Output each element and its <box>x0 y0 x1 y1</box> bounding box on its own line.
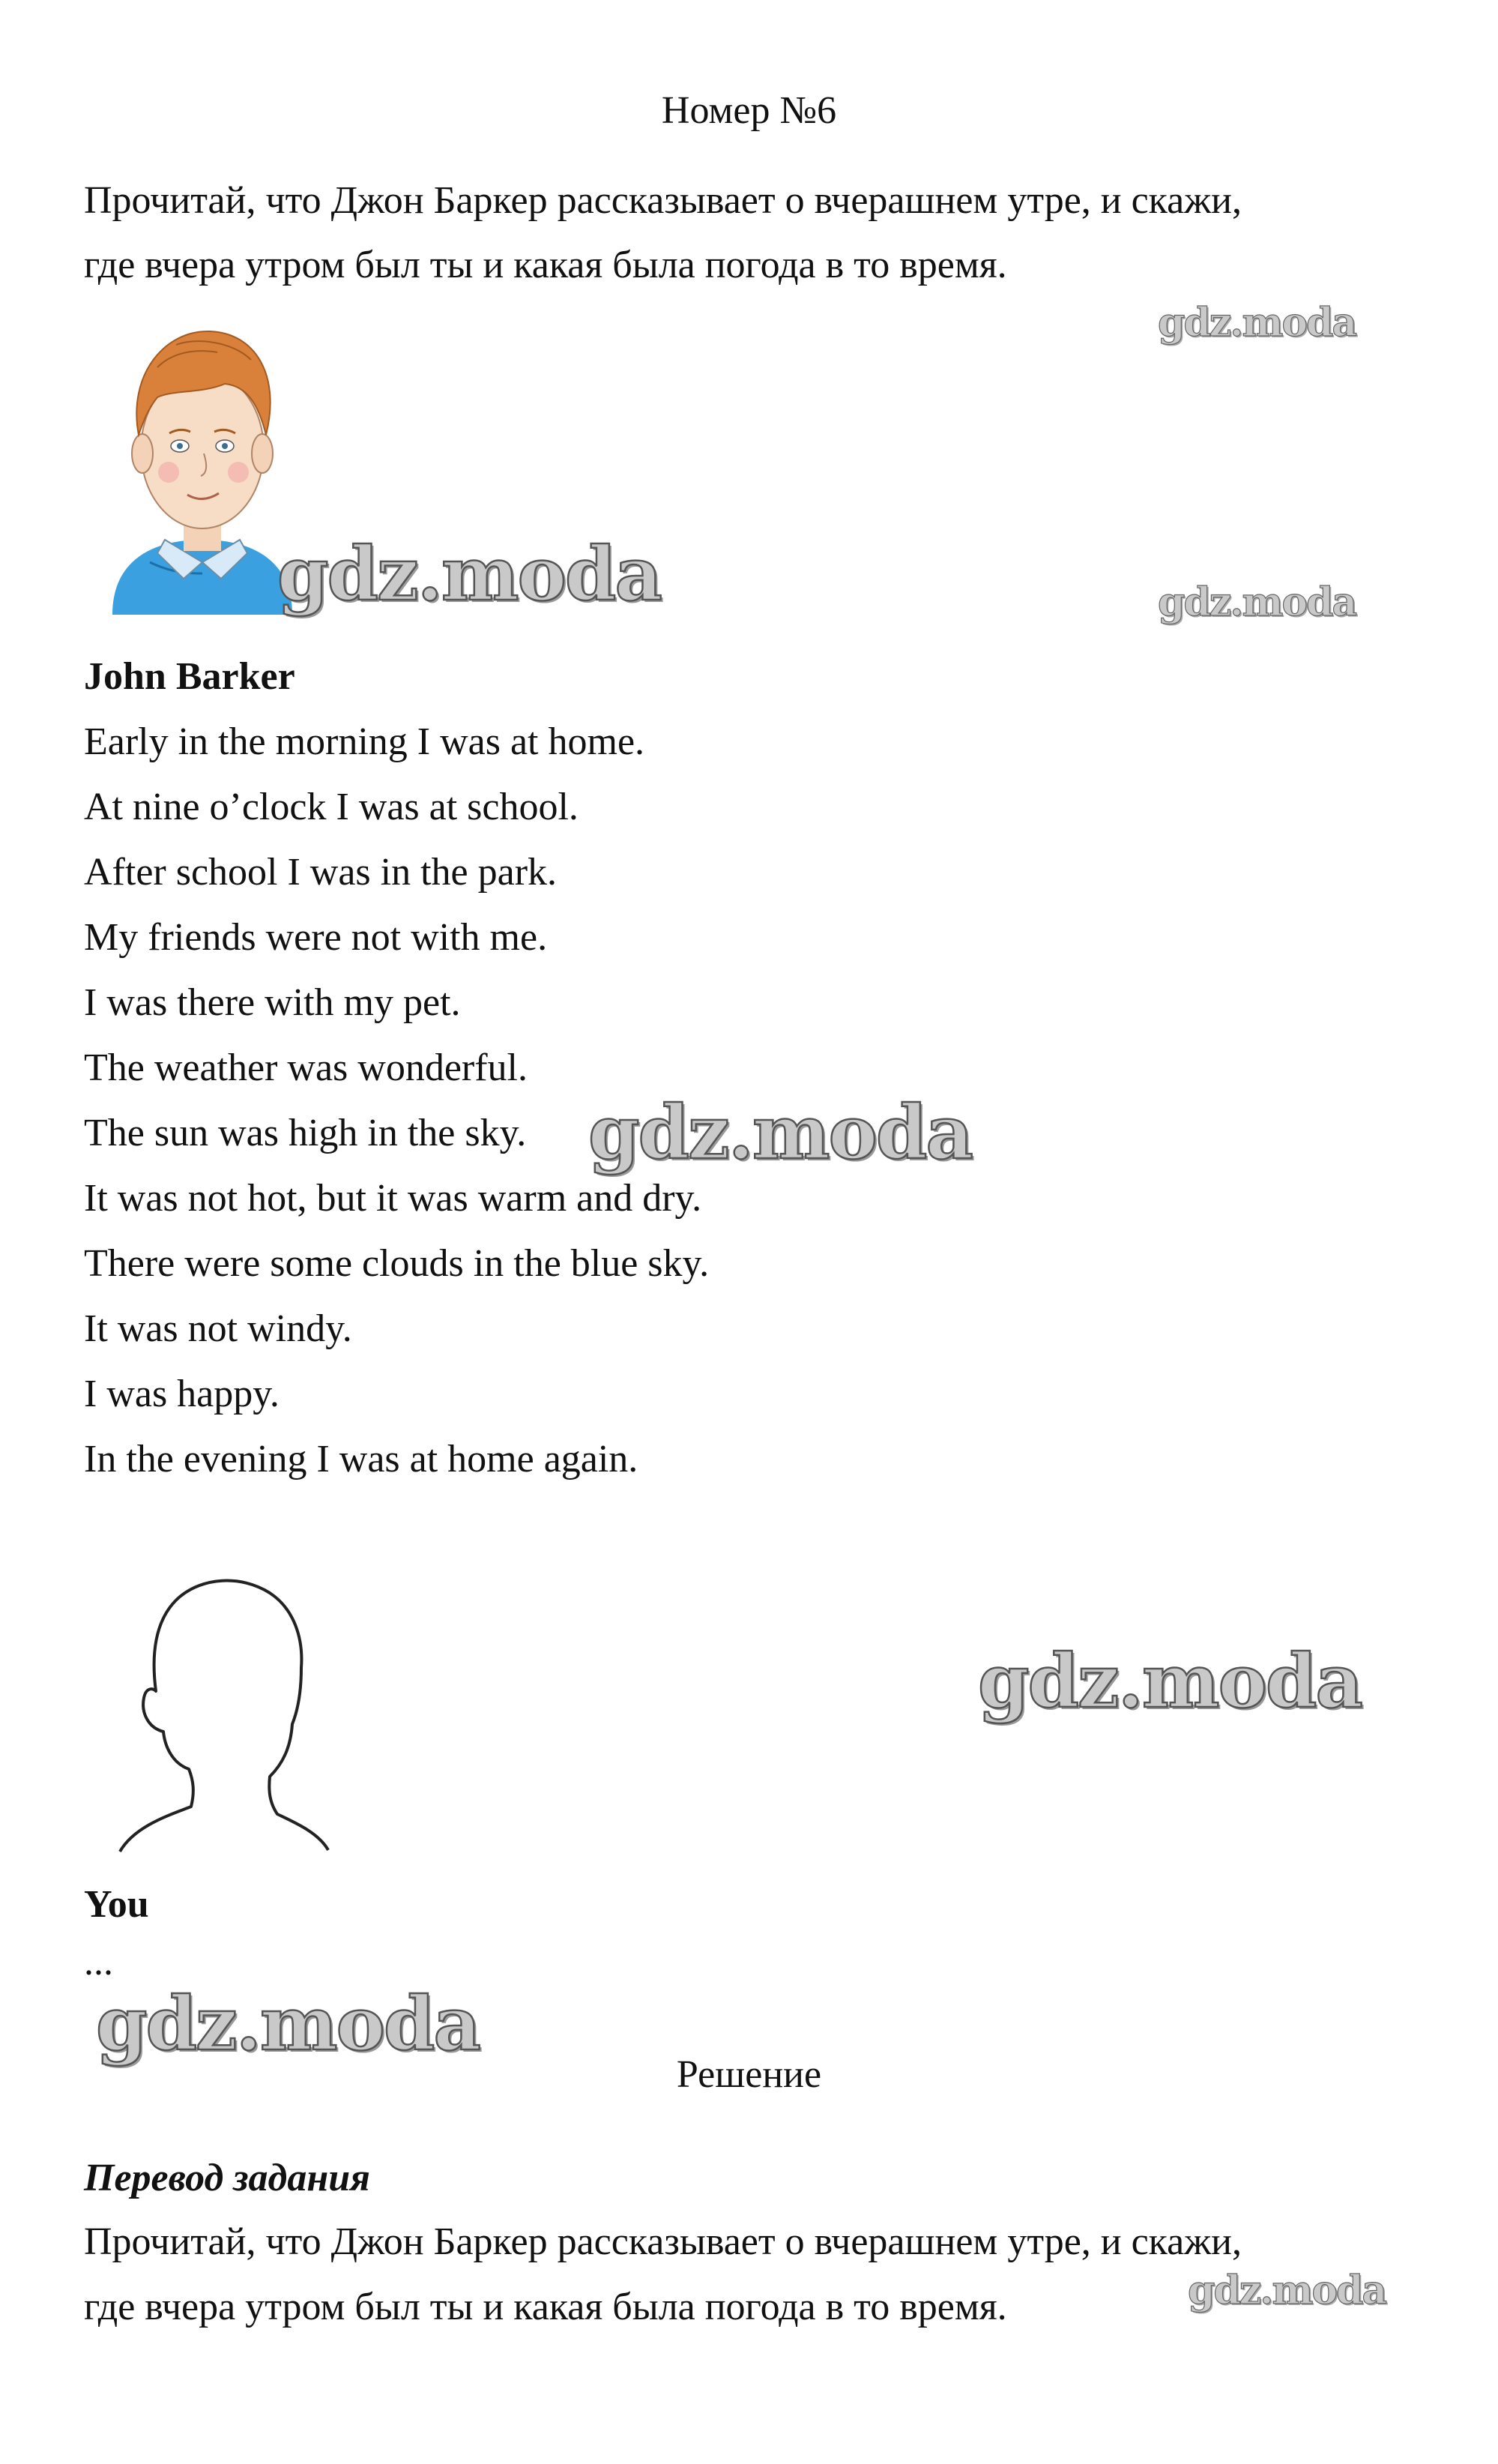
john-line: I was happy. <box>84 1373 280 1415</box>
watermark: gdz.moda <box>588 1090 972 1176</box>
task-line-1: Прочитай, что Джон Баркер рассказывает о вчерашнем утре, и скажи, <box>84 179 1242 222</box>
watermark: gdz.moda <box>978 1639 1362 1725</box>
person-silhouette-image <box>90 1567 345 1867</box>
john-line: After school I was in the park. <box>84 851 558 894</box>
john-line: The weather was wonderful. <box>84 1046 528 1089</box>
watermark: gdz.moda <box>277 531 661 618</box>
john-line: In the evening I was at home again. <box>84 1438 638 1480</box>
watermark: gdz.moda <box>1158 300 1356 346</box>
watermark: gdz.moda <box>1188 2268 1386 2313</box>
watermark: gdz.moda <box>1158 579 1356 625</box>
translation-heading: Перевод задания <box>84 2157 370 2199</box>
john-line: At nine o’clock I was at school. <box>84 786 579 828</box>
john-line: The sun was high in the sky. <box>84 1112 527 1154</box>
john-line: It was not hot, but it was warm and dry. <box>84 1177 702 1220</box>
john-line: My friends were not with me. <box>84 916 548 959</box>
solution-label: Решение <box>676 2053 822 2096</box>
translation-line-2: где вчера утром был ты и какая была погода в то время. <box>84 2286 1007 2328</box>
john-line: I was there with my pet. <box>84 981 461 1024</box>
watermark: gdz.moda <box>96 1981 480 2067</box>
john-line: There were some clouds in the blue sky. <box>84 1242 710 1285</box>
john-line: Early in the morning I was at home. <box>84 720 645 763</box>
translation-line-1: Прочитай, что Джон Баркер рассказывает о вчерашнем утре, и скажи, <box>84 2220 1242 2263</box>
page-title: Номер №6 <box>661 89 837 132</box>
john-name-heading: John Barker <box>84 655 295 698</box>
john-line: It was not windy. <box>84 1307 352 1350</box>
boy-portrait-image <box>105 315 300 615</box>
task-line-2: где вчера утром был ты и какая была погода в то время. <box>84 244 1007 286</box>
you-heading: You <box>84 1883 149 1926</box>
you-answer-placeholder: ... <box>84 1941 113 1983</box>
